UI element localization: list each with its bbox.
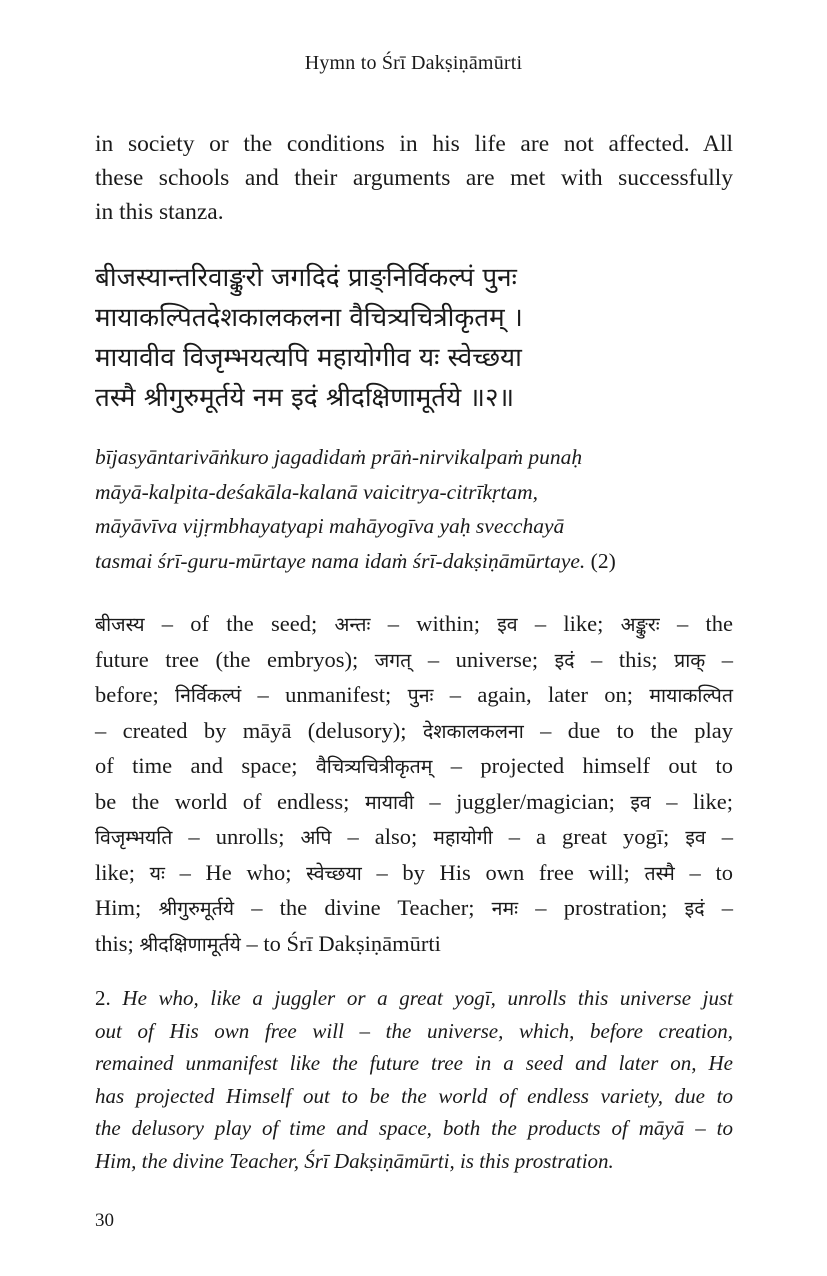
transliteration-last-text: tasmai śrī-guru-mūrtaye nama idaṁ śrī-dakṣiṇāmūrtaye.	[95, 548, 586, 573]
sanskrit-term: श्रीगुरुमूर्तये	[158, 897, 235, 920]
gloss-text: – of the seed;	[144, 611, 335, 636]
glossary-line	[95, 856, 733, 892]
gloss-text: – juggler/magician;	[413, 788, 631, 814]
translation-line: remained unmanifest like the future tree in a seed and later on, He	[95, 1051, 733, 1075]
intro-paragraph	[95, 127, 733, 229]
transliteration-line: māyā-kalpita-deśakāla-kalanā vaicitrya-citrīkṛtam,	[95, 479, 539, 504]
gloss-text: – like;	[517, 611, 621, 636]
translation-line: the delusory play of time and space, both the products of māyā – to	[95, 1116, 733, 1140]
gloss-text: – the divine Teacher;	[234, 895, 492, 920]
page-number: 30	[95, 1210, 114, 1231]
glossary-line	[95, 678, 733, 714]
sanskrit-term: श्रीदक्षिणामूर्तये	[139, 932, 241, 956]
sanskrit-line: तस्मै श्रीगुरुमूर्तये नम इदं श्रीदक्षिणामूर्तये ॥२॥	[95, 383, 515, 413]
sanskrit-term: देशकालकलना	[422, 719, 524, 743]
glossary-line	[95, 749, 733, 785]
gloss-text: – due to the play	[523, 717, 734, 743]
gloss-text: this;	[95, 930, 140, 956]
translation-line	[95, 982, 733, 1015]
sanskrit-term: इव	[630, 790, 651, 814]
sanskrit-term: इव	[685, 826, 706, 849]
sanskrit-term: मायावी	[364, 790, 414, 814]
gloss-text: – created by māyā (delusory);	[95, 717, 423, 743]
translation	[95, 982, 733, 1177]
sanskrit-term: अङ्कुरः	[620, 613, 660, 636]
sanskrit-term: इव	[497, 613, 518, 636]
glossary-line	[95, 891, 733, 927]
gloss-text: – by His own free will;	[361, 859, 645, 885]
glossary-line	[95, 785, 733, 821]
translation-line: Him, the divine Teacher, Śrī Dakṣiṇāmūrti, is this prostration.	[95, 1148, 614, 1173]
gloss-text: before;	[95, 682, 176, 707]
sanskrit-term: महायोगी	[433, 826, 493, 849]
gloss-text: future tree (the embryos);	[95, 646, 375, 672]
word-glossary	[95, 607, 733, 962]
intro-line: in society or the conditions in his life are not affected. All	[95, 131, 733, 157]
gloss-text: – also;	[331, 824, 434, 849]
gloss-text: – to Śrī Dakṣiṇāmūrti	[240, 930, 441, 956]
gloss-text: –	[705, 824, 733, 849]
gloss-text: –	[705, 646, 734, 672]
gloss-text: – within;	[370, 611, 498, 636]
sanskrit-line: बीजस्यान्तरिवाङ्कुरो जगदिदं प्राङ्निर्विकल्पं पुनः	[95, 263, 517, 293]
gloss-text: – universe;	[411, 646, 555, 672]
translation-line: has projected Himself out to be the world of endless variety, due to	[95, 1083, 733, 1108]
gloss-text: – unrolls;	[172, 824, 301, 849]
gloss-text: Him;	[95, 895, 159, 920]
glossary-line	[95, 714, 733, 750]
translation-line: out of His own free will – the universe, which, before creation,	[95, 1018, 733, 1043]
gloss-text: – again, later on;	[433, 682, 650, 707]
sanskrit-term: विजृम्भयति	[95, 826, 173, 849]
sanskrit-term: नमः	[491, 897, 519, 920]
gloss-text: –	[704, 895, 733, 920]
intro-line: in this stanza.	[95, 199, 224, 225]
glossary-line	[95, 607, 733, 643]
gloss-text: – a great yogī;	[492, 824, 686, 849]
sanskrit-line: मायावीव विजृम्भयत्यपि महायोगीव यः स्वेच्छया	[95, 343, 522, 373]
transliteration	[95, 440, 733, 578]
gloss-text: – He who;	[164, 859, 307, 885]
sanskrit-term: तस्मै	[644, 861, 675, 885]
running-head: Hymn to Śrī Dakṣiṇāmūrti	[304, 52, 523, 74]
transliteration-line	[95, 544, 733, 579]
sanskrit-term: अपि	[300, 826, 332, 849]
sanskrit-term: प्राक्	[674, 648, 706, 672]
sanskrit-term: बीजस्य	[95, 613, 145, 636]
gloss-text: like;	[95, 859, 150, 885]
transliteration-line: bījasyāntarivāṅkuro jagadidaṁ prāṅ-nirvikalpaṁ punaḥ	[95, 445, 583, 469]
sanskrit-line: मायाकल्पितदेशकालकलना वैचित्र्यचित्रीकृतम् ।	[95, 303, 523, 333]
sanskrit-term: मायाकल्पित	[649, 684, 733, 707]
gloss-text: – like;	[650, 788, 733, 814]
gloss-text: – to	[674, 859, 733, 885]
sanskrit-term: अन्तः	[334, 613, 371, 636]
glossary-line	[95, 643, 733, 679]
glossary-line	[95, 820, 733, 856]
sanskrit-term: यः	[149, 861, 165, 885]
verse-number: (2)	[590, 548, 616, 573]
sanskrit-term: वैचित्र्यचित्रीकृतम्	[315, 755, 433, 778]
gloss-text: – prostration;	[518, 895, 685, 920]
sanskrit-term: निर्विकल्पं	[175, 684, 242, 707]
gloss-text: be the world of endless;	[95, 788, 365, 814]
sanskrit-term: जगत्	[374, 648, 412, 672]
sanskrit-term: पुनः	[407, 684, 434, 707]
sanskrit-term: इदं	[684, 897, 705, 920]
gloss-text: – this;	[574, 646, 675, 672]
sanskrit-term: इदं	[554, 648, 575, 672]
transliteration-line: māyāvīva vijṛmbhayatyapi mahāyogīva yaḥ svecchayā	[95, 514, 565, 538]
translation-first-text: He who, like a juggler or a great yogī, unrolls this universe just	[122, 986, 734, 1010]
translation-number: 2.	[95, 986, 111, 1010]
gloss-text: – the	[659, 611, 733, 636]
sanskrit-term: स्वेच्छया	[306, 861, 362, 885]
sanskrit-verse	[95, 258, 733, 418]
intro-line: these schools and their arguments are met with successfully	[95, 165, 733, 191]
gloss-text: of time and space;	[95, 753, 316, 778]
gloss-text: – unmanifest;	[241, 682, 408, 707]
gloss-text: – projected himself out to	[432, 753, 733, 778]
glossary-line	[95, 927, 733, 963]
